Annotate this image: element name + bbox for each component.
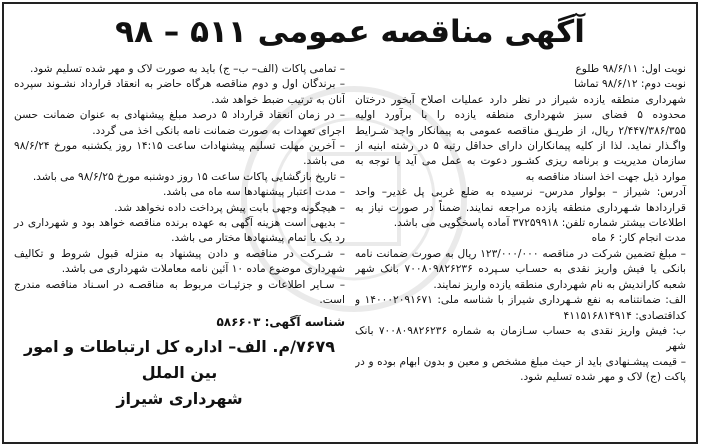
notice-paragraph: آدرس: شیراز – بولوار مدرس– نرسیده به ضلع غربی پل غدیر– واحد قراردادها شـهرداری منطقه یازده مراجعه نمایند. ضمناً در صورت نیاز به اطلاعات بیشتر شماره تلفن: ۳۷۲۵۹۹۱۸ آماده پاسخگویی می باشد. xyxy=(355,186,686,230)
notice-paragraph: – تاریخ بازگشایی پاکات ساعت ۱۵ روز دوشنبه مورخ ۹۸/۶/۲۵ می باشد. xyxy=(32,170,345,183)
issuer-line: ۷۶۷۹/م. الف– اداره کل ارتباطات و امور بین الملل xyxy=(23,336,336,382)
notice-paragraph: – سـایر اطلاعات و جزئیـات مربوط به مناقصـه در اسـناد مناقصه مندرج است. xyxy=(14,278,345,307)
notice-paragraph: الف: ضمانتنامه به نفع شـهرداری شیراز با شناسه ملی: ۱۴۰۰۰۲۰۹۱۶۷۱ و کداقتصادی: ۴۱۱۵۱۶۸۱۴۹۱۴ xyxy=(355,294,687,322)
notice-paragraph: – مبلغ تضمین شرکت در مناقصه ۱۲۳/۰۰۰/۰۰۰ ریال به صورت ضمانت نامه بانکی یا فیش واریز نقدی به حسـاب سـپرده ۷۰۰۸۰۹۸۲۶۲۳۶ بانک شهر شعبه کارانديش به نام شهرداری منطقه یازده واریز نمایند. xyxy=(355,247,686,291)
notice-paragraph: – هیچگونه وجهی بابت پیش پرداخت داده نخواهد شد. xyxy=(114,201,345,214)
left-column xyxy=(10,62,345,436)
notice-paragraph: – تمامی پاکات (الف– ب– ج) باید به صورت لاک و مهر شده تسلیم شود. xyxy=(30,63,345,75)
notice-paragraph: – مدت اعتبار پیشنهادها سه ماه می باشد. xyxy=(162,186,345,199)
notice-paragraph: – برندگان اول و دوم مناقصه هرگاه حاضر به انعقاد قرارداد نشـوند سپرده آنان به ترتیب ضبط خواهد شد. xyxy=(14,78,345,106)
notice-paragraph: – قیمت پیشـنهادی باید از حیث مبلغ مشخص و معین و بدون ابهام بوده و در پاکت (ج) لاک و مهر شده تسلیم شود. xyxy=(355,355,686,384)
notice-paragraph: شهرداری منطقه یازده شیراز در نظر دارد عملیات اصلاح آبخور درختان محدوده ۵ فضای سبز شهرداری منطقه یازده را با برآورد اولیه ۲/۴۴۷/۳۸۶/۳۵۵ ریال، از طریـق مناقصه عمومی به پیمانکار واجد شـرایط واگـذار نماید. لذا از کلیه پیمانکاران دارای حداقل رتبه ۵ در رشته ابنیه از سازمان مدیریت و برنامه ریزی کشـور دعوت به عمل می آید با توجه به موارد ذیل جهت اخذ اسناد مناقصه به xyxy=(355,93,687,183)
signature-block xyxy=(14,315,345,412)
notice-paragraph: – شـرکت در مناقصه و دادن پیشنهاد به منزله قبول شروط و تکالیف شهرداری موضوع ماده ۱۰ آئین نامه معاملات شهرداری می باشد. xyxy=(14,247,345,276)
right-column xyxy=(355,62,690,436)
notice-paragraph: – در زمان انعقاد قرارداد ۵ درصد مبلغ پیشنهادی به عنوان ضمانت حسن اجرای تعهدات به صورت ضمانت نامه بانکی اخذ می گردد. xyxy=(14,109,345,137)
notice-paragraph: – آخرین مهلت تسلیم پیشنهادات ساعت ۱۴:۱۵ روز یکشنبه مورخ ۹۸/۶/۲۴ می باشد. xyxy=(14,140,345,168)
notice-paragraph: ب: فیش واریز نقدی به حساب سـازمان به شماره ۷۰۰۸۰۹۸۲۶۲۳۶ بانک شهر xyxy=(355,324,686,353)
notice-paragraph: نوبت اول: ۹۸/۶/۱۱ طلوع xyxy=(575,63,686,75)
page-title: آگهی مناقصه عمومی ۵۱۱ – ۹۸ xyxy=(115,14,585,50)
ad-id: شناسه آگهی: ۵۸۶۶۰۳ xyxy=(216,314,345,329)
notice-body xyxy=(10,62,690,436)
notice-frame xyxy=(2,2,698,444)
notice-paragraph: نوبت دوم: ۹۸/۶/۱۲ تماشا xyxy=(574,78,686,91)
notice-paragraph: مدت انجام کار: ۶ ماه xyxy=(591,232,686,245)
issuer-org: شهرداری شیراز xyxy=(116,388,243,408)
notice-paragraph: – بدیهی است هزینه آگهی به عهده برنده مناقصه خواهد بود و شهرداری در رد یک یا تمام پیشنهادها مختار می باشد. xyxy=(14,217,345,245)
